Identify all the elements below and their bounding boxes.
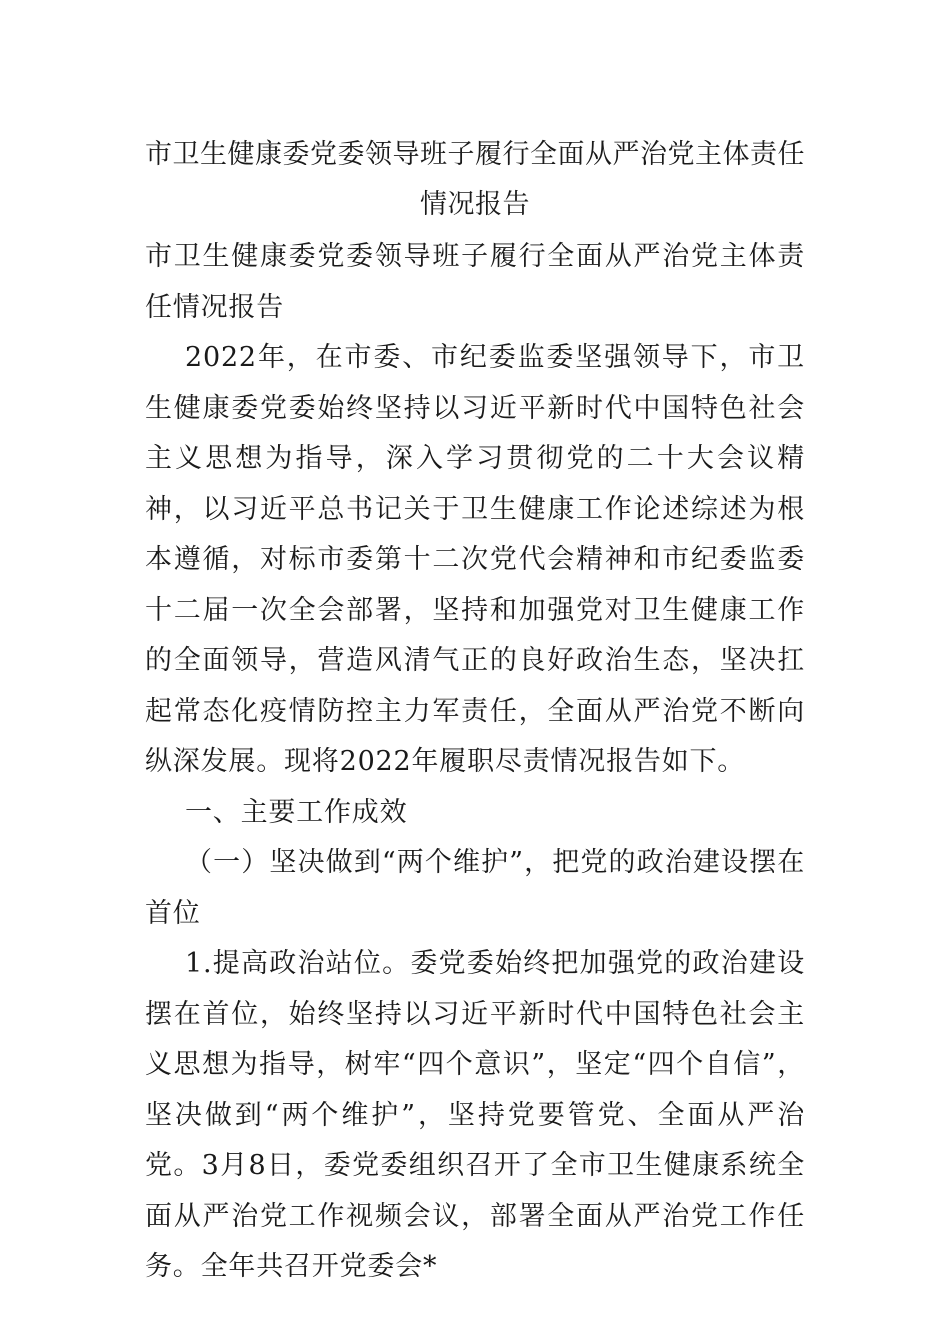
document-body: [145, 232, 805, 1293]
subsection-heading: （一）坚决做到“两个维护”，把党的政治建设摆在首位: [145, 847, 805, 929]
intro-paragraph: 2022年，在市委、市纪委监委坚强领导下，市卫生健康委党委始终坚持以习近平新时代中国特色社会主义思想为指导，深入学习贯彻党的二十大会议精神，以习近平总书记关于卫生健康工作论述综述为根本遵循，对标市委第十二次党代会精神和市纪委监委十二届一次全会部署，坚持和加强党对卫生健康工作的全面领导，营造风清气正的良好政治生态，坚决扛起常态化疫情防控主力军责任，全面从严治党不断向纵深发展。现将2022年履职尽责情况报告如下。: [145, 342, 805, 777]
item-1-paragraph: 1.提高政治站位。委党委始终把加强党的政治建设摆在首位，始终坚持以习近平新时代中国特色社会主义思想为指导，树牢“四个意识”，坚定“四个自信”，坚决做到“两个维护”，坚持党要管党、全面从严治党。3月8日，委党委组织召开了全市卫生健康系统全面从严治党工作视频会议，部署全面从严治党工作任务。全年共召开党委会*: [145, 948, 805, 1282]
section-heading: 一、主要工作成效: [185, 796, 408, 828]
document-subtitle: 市卫生健康委党委领导班子履行全面从严治党主体责任情况报告: [145, 241, 805, 323]
document-title: 市卫生健康委党委领导班子履行全面从严治党主体责任情况报告: [145, 139, 805, 220]
